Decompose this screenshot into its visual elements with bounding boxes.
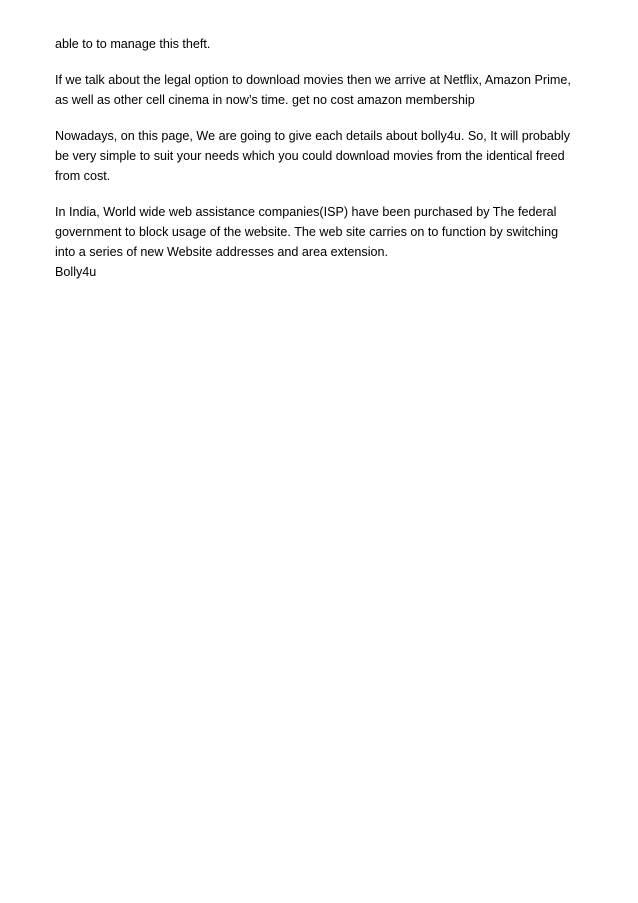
paragraph-nowadays <box>55 126 595 186</box>
paragraph-legal-options <box>55 70 595 110</box>
text-line: Nowadays, on this page, We are going to give each details about bolly4u. So, It will probably <box>55 129 571 143</box>
text-line: from cost. <box>55 169 111 183</box>
text-line: into a series of new Website addresses and area extension. <box>55 245 388 259</box>
text-line: as well as other cell cinema in now’s time. get no cost amazon membership <box>55 93 475 107</box>
document-body <box>55 34 595 282</box>
text-line: able to to manage this theft. <box>55 37 211 51</box>
text-line: Bolly4u <box>55 265 97 279</box>
text-line: In India, World wide web assistance companies(ISP) have been purchased by The federal <box>55 205 557 219</box>
text-line: government to block usage of the website. The web site carries on to function by switching <box>55 225 559 239</box>
paragraph-bolly4u <box>55 262 595 282</box>
paragraph-theft <box>55 34 595 54</box>
paragraph-india-isp <box>55 202 595 262</box>
text-line: be very simple to suit your needs which you could download movies from the identical freed <box>55 149 565 163</box>
text-line: If we talk about the legal option to download movies then we arrive at Netflix, Amazon Prime, <box>55 73 571 87</box>
